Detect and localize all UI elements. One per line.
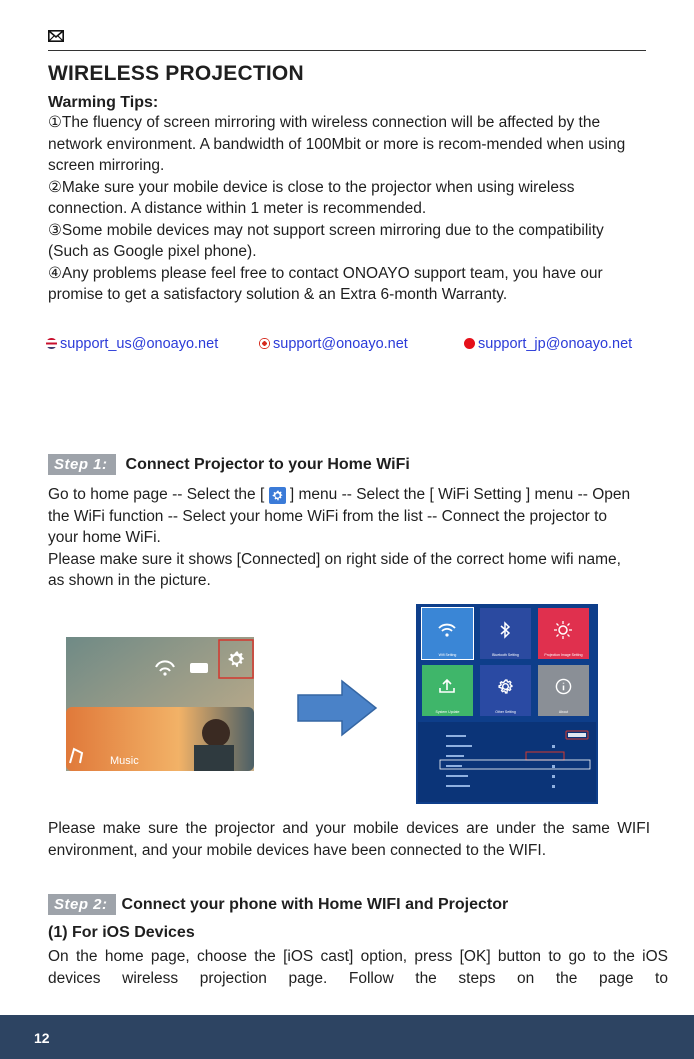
tile-bluetooth-setting — [480, 608, 531, 659]
tip-2: ②Make sure your mobile device is close to the projector when using wireless connection. A distance within 1 meter is recommended. — [48, 178, 575, 217]
step1-heading — [48, 454, 410, 475]
step2-heading — [48, 894, 508, 915]
step1-title: Connect Projector to your Home WiFi — [125, 456, 410, 473]
tile-other-setting — [480, 665, 531, 716]
page-footer — [0, 1015, 694, 1059]
upload-icon — [438, 678, 456, 694]
envelope-icon — [48, 30, 64, 42]
step1-instructions — [48, 484, 638, 592]
tile-system-update — [422, 665, 473, 716]
wifi-list-panel — [418, 722, 596, 802]
bluetooth-icon — [499, 621, 511, 639]
tip-1: ①The fluency of screen mirroring with wireless connection will be affected by the network environment. A bandwidth of 100Mbit or more is recom-mended when using screen mirroring. — [48, 114, 626, 174]
tip-4: ④Any problems please feel free to contact ONOAYO support team, you have our promise to get a satisfactory solution & an Extra 6-month Warranty. — [48, 264, 603, 303]
step2-tag: Step 2: — [48, 894, 116, 915]
header-divider — [48, 50, 646, 51]
canada-flag-icon — [259, 338, 270, 349]
step1-text-b: ] menu -- Select the [ WiFi Setting ] menu -- Open the WiFi function -- Select your home WiFi from the list -- Connect the projector to your home WiFi. — [48, 486, 631, 546]
step1-text-c: Please make sure it shows [Connected] on right side of the correct home wifi name, as shown in the picture. — [48, 550, 621, 589]
tile-about — [538, 665, 589, 716]
home-screen-screenshot — [66, 637, 254, 771]
step2-title: Connect your phone with Home WIFI and Projector — [121, 896, 509, 913]
same-network-note: Please make sure the projector and your mobile devices are under the same WIFI environment, and your mobile devices have been connected to the WIFI. — [48, 820, 650, 859]
tip-3: ③Some mobile devices may not support screen mirroring due to the compatibility (Such as Google pixel phone). — [48, 221, 604, 260]
tile-label: System Update — [435, 710, 460, 714]
tile-projection-image-setting — [538, 608, 589, 659]
ios-instructions: On the home page, choose the [iOS cast] option, press [OK] button to go to the iOS devices wireless projection page. Follow the steps on the page to — [48, 948, 668, 987]
settings-screenshot — [416, 604, 598, 804]
tile-label: Projection Image Setting — [544, 653, 583, 657]
right-arrow-icon — [296, 679, 378, 737]
tips-title: Warming Tips: — [48, 94, 159, 111]
tile-label: About — [558, 710, 569, 714]
page-number: 12 — [34, 1030, 50, 1046]
step1-tag: Step 1: — [48, 454, 116, 475]
music-label: Music — [110, 755, 139, 767]
wifi-icon — [437, 622, 457, 638]
ios-subheading: (1) For iOS Devices — [48, 924, 195, 941]
info-icon — [555, 678, 572, 695]
contact-us[interactable] — [46, 336, 218, 352]
step1-text-a: Go to home page -- Select the [ — [48, 486, 265, 503]
contact-jp[interactable] — [464, 336, 632, 352]
tips-list — [48, 112, 648, 306]
tile-label: Other Setting — [495, 710, 516, 714]
page-title: WIRELESS PROJECTION — [48, 62, 304, 85]
settings-gear-icon — [269, 487, 286, 504]
brightness-icon — [554, 621, 572, 639]
contact-ca[interactable] — [259, 336, 408, 352]
gear-icon — [497, 678, 514, 695]
tile-label: Bluetooth Setting — [492, 653, 519, 657]
us-flag-icon — [46, 338, 57, 349]
tile-label: Wifi Setting — [438, 653, 457, 657]
tile-wifi-setting — [422, 608, 473, 659]
contact-email: support@onoayo.net — [273, 336, 408, 352]
contact-email: support_us@onoayo.net — [60, 336, 219, 352]
japan-flag-icon — [464, 338, 475, 349]
contact-email: support_jp@onoayo.net — [478, 336, 633, 352]
